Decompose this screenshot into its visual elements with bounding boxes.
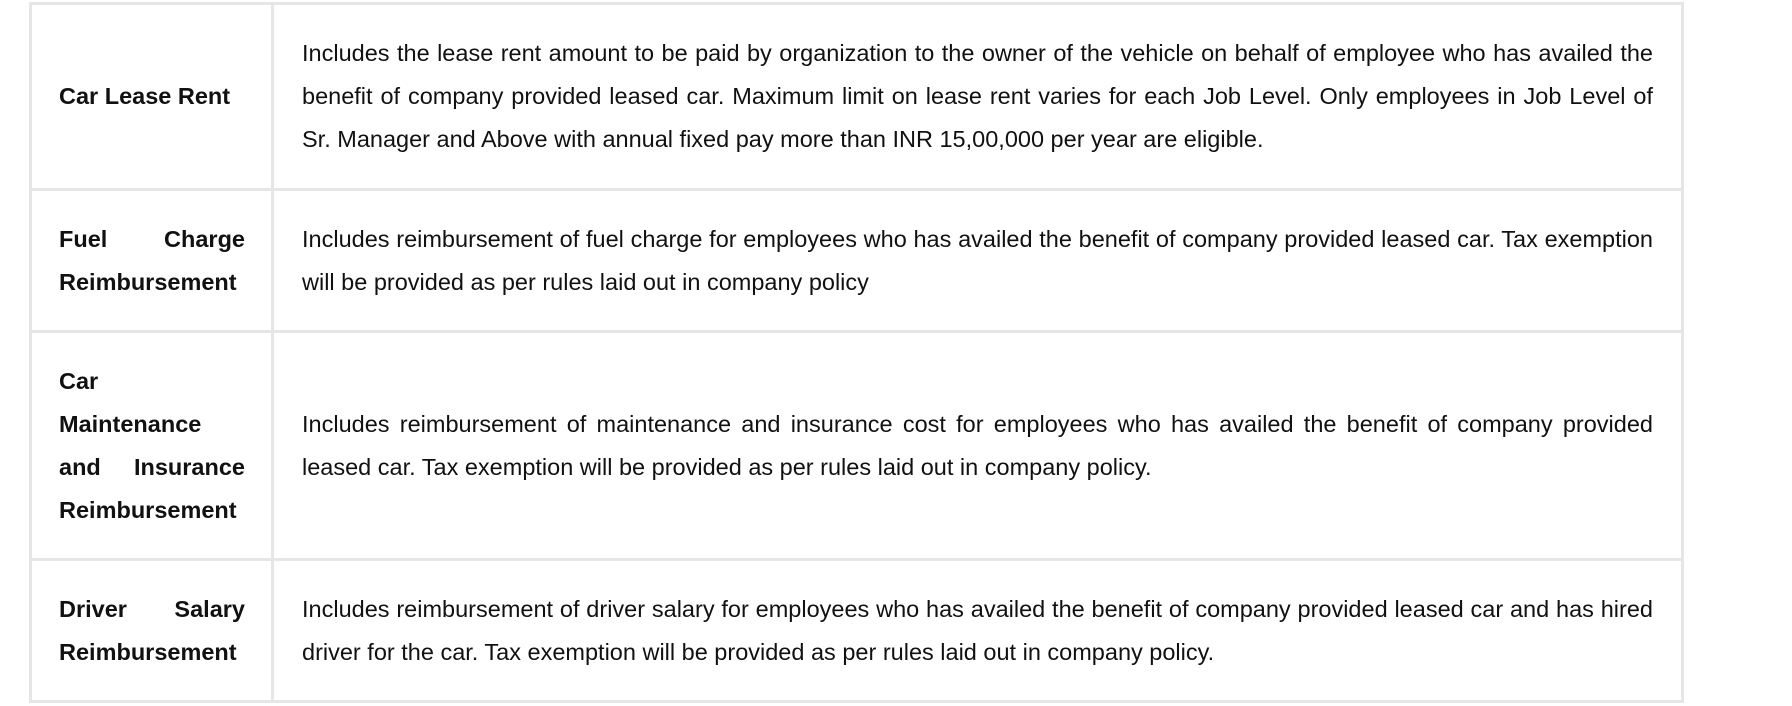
benefits-table-container	[29, 2, 1681, 703]
table-row	[31, 560, 1683, 702]
benefit-description-cell: Includes reimbursement of maintenance and insurance cost for employees who has availed the benefit of company provided leased car. Tax exemption will be provided as per rules laid out in company policy.	[273, 332, 1683, 560]
benefit-description-cell: Includes the lease rent amount to be paid by organization to the owner of the vehicle on behalf of employee who has availed the benefit of company provided leased car. Maximum limit on lease rent varies for each Job Level. Only employees in Job Level of Sr. Manager and Above with annual fixed pay more than INR 15,00,000 per year are eligible.	[273, 4, 1683, 190]
benefit-description-cell: Includes reimbursement of fuel charge for employees who has availed the benefit of company provided leased car. Tax exemption will be provided as per rules laid out in company policy	[273, 190, 1683, 332]
benefit-name-cell: Fuel Charge Reimbursement	[31, 190, 273, 332]
benefit-description-cell: Includes reimbursement of driver salary for employees who has availed the benefit of company provided leased car and has hired driver for the car. Tax exemption will be provided as per rules laid out in company policy.	[273, 560, 1683, 702]
benefit-name-cell: Driver Salary Reimbursement	[31, 560, 273, 702]
table-row	[31, 190, 1683, 332]
benefit-name-cell: Car Maintenance and Insurance Reimbursement	[31, 332, 273, 560]
car-benefits-table	[29, 2, 1684, 703]
table-row	[31, 332, 1683, 560]
benefit-name-cell: Car Lease Rent	[31, 4, 273, 190]
table-row	[31, 4, 1683, 190]
